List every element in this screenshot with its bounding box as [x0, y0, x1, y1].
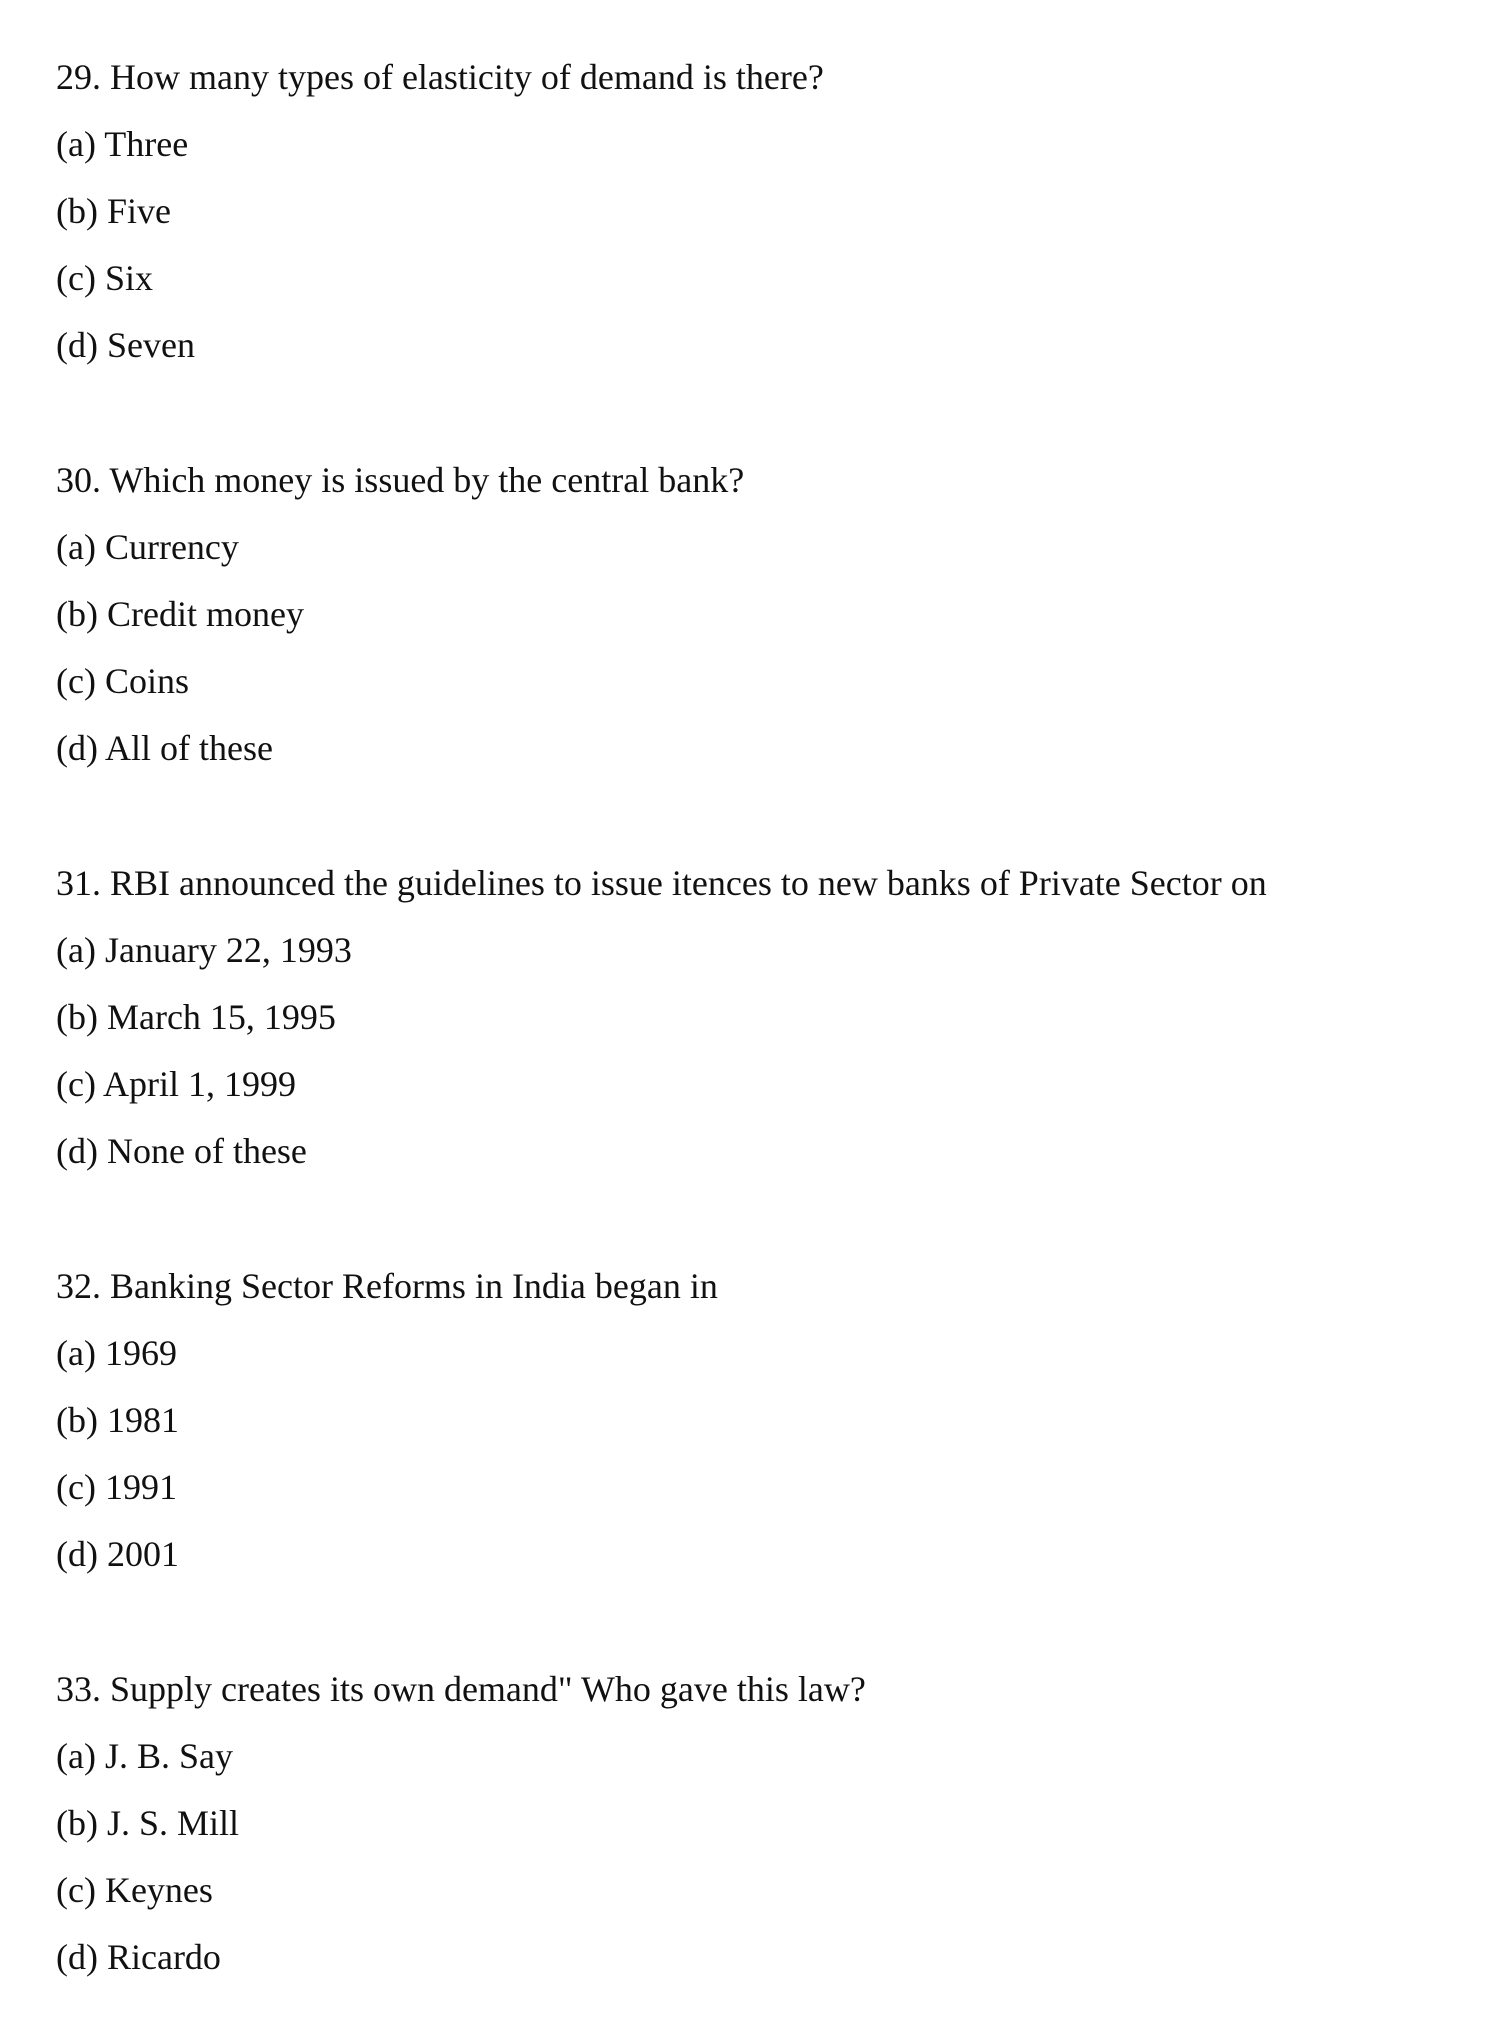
- answer-option: (b) Five: [56, 191, 171, 231]
- answer-option: (d) Ricardo: [56, 1937, 221, 1977]
- answer-option: (b) 1981: [56, 1400, 179, 1440]
- answer-option: (b) J. S. Mill: [56, 1803, 240, 1843]
- question-block: [56, 447, 744, 782]
- answer-option: (c) Six: [56, 258, 153, 298]
- answer-option: (c) Coins: [56, 661, 189, 701]
- answer-option: (a) J. B. Say: [56, 1736, 233, 1776]
- question-text: 32. Banking Sector Reforms in India began in: [56, 1266, 718, 1306]
- answer-option: (a) January 22, 1993: [56, 930, 352, 970]
- question-block: [56, 850, 1267, 1185]
- answer-option: (d) Seven: [56, 325, 195, 365]
- question-block: [56, 1656, 866, 1991]
- answer-option: (a) Currency: [56, 527, 239, 567]
- question-text: 29. How many types of elasticity of demand is there?: [56, 57, 824, 97]
- answer-option: (d) All of these: [56, 728, 273, 768]
- answer-option: (c) April 1, 1999: [56, 1064, 296, 1104]
- answer-option: (a) 1969: [56, 1333, 177, 1373]
- answer-option: (b) March 15, 1995: [56, 997, 336, 1037]
- question-block: [56, 44, 824, 379]
- answer-option: (d) 2001: [56, 1534, 179, 1574]
- question-text: 31. RBI announced the guidelines to issue itences to new banks of Private Sector on: [56, 863, 1267, 903]
- answer-option: (b) Credit money: [56, 594, 304, 634]
- question-block: [56, 1253, 718, 1588]
- answer-option: (c) 1991: [56, 1467, 177, 1507]
- question-text: 33. Supply creates its own demand" Who gave this law?: [56, 1669, 866, 1709]
- answer-option: (d) None of these: [56, 1131, 307, 1171]
- answer-option: (a) Three: [56, 124, 189, 164]
- question-text: 30. Which money is issued by the central bank?: [56, 460, 745, 500]
- answer-option: (c) Keynes: [56, 1870, 213, 1910]
